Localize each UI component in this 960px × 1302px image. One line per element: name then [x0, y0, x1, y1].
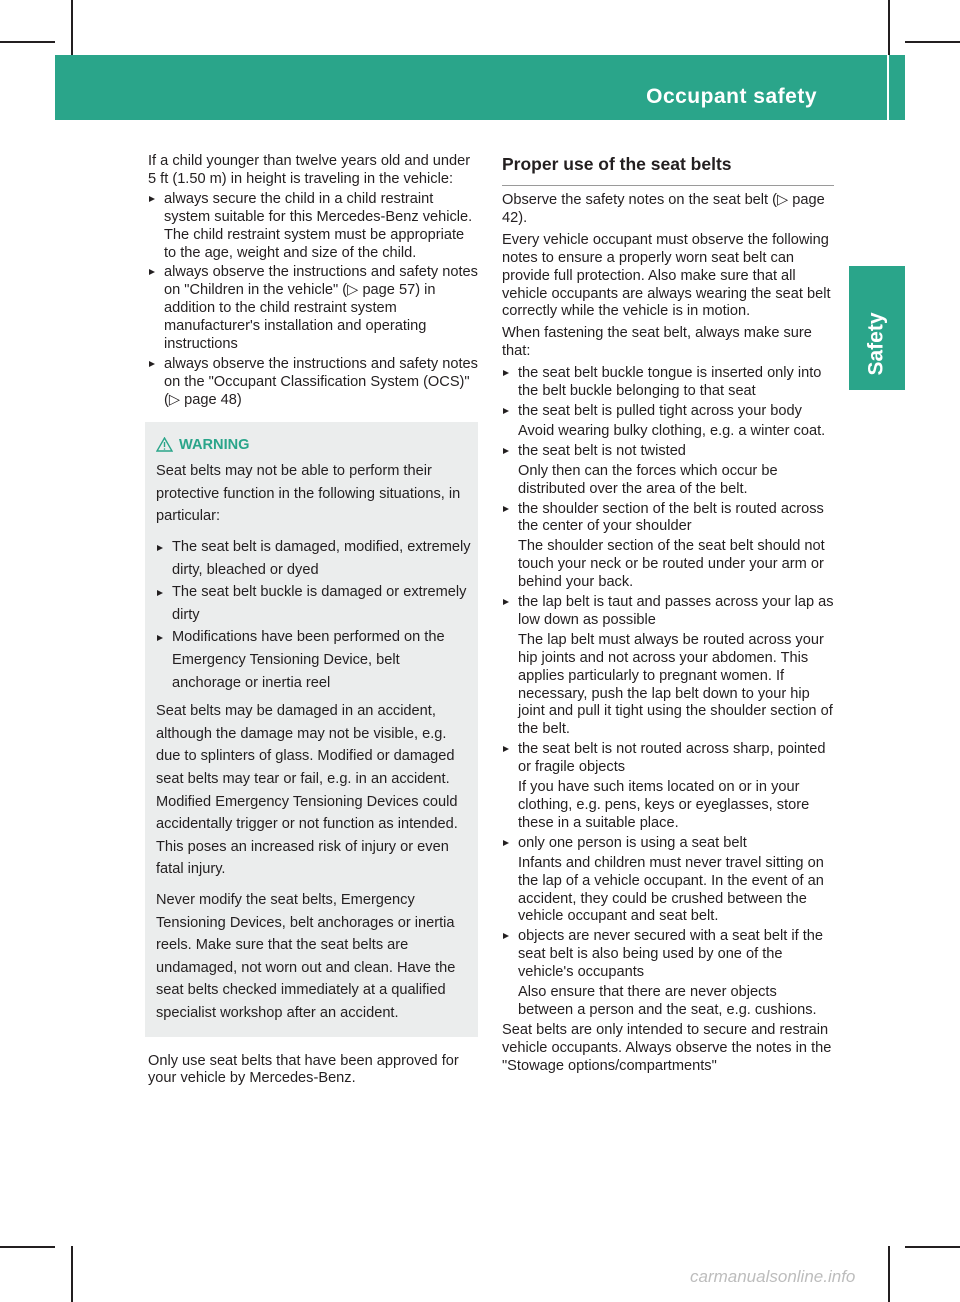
list-item-text: objects are never secured with a seat belt if the seat belt is also being used by one of the vehicle's occupants [518, 928, 824, 981]
page-ref-icon: ▷ [168, 391, 181, 408]
outro-paragraph: Only use seat belts that have been approved for your vehicle by Mercedes-Benz. [148, 1052, 459, 1087]
page-title: Occupant safety [646, 85, 817, 108]
list-item-text: the shoulder section of the belt is routed across the center of your shoulder [518, 500, 824, 535]
child-safety-list [148, 191, 478, 410]
list-item-note: If you have such items located on or in your clothing, e.g. pens, keys or eyeglasses, store these in a suitable place. [518, 779, 810, 831]
list-item [502, 835, 834, 927]
list-item-text: the seat belt buckle tongue is inserted only into the belt buckle belonging to that seat [518, 365, 822, 400]
left-column [148, 153, 478, 1090]
list-item-note: Infants and children must never travel sitting on the lap of a vehicle occupant. In the event of an accident, they could be crushed between the vehicle occupant and seat belt. [518, 854, 824, 925]
list-item-note: The shoulder section of the seat belt should not touch your neck or be routed under your arm or behind your back. [518, 538, 825, 591]
outro-paragraph: Seat belts are only intended to secure and restrain vehicle occupants. Always observe the notes in the "Stowage options/compartments" [502, 1021, 832, 1074]
list-item-note: Avoid wearing bulky clothing, e.g. a winter coat. [518, 422, 826, 439]
crop-mark [71, 0, 73, 55]
side-tab-label-wrap [849, 266, 905, 390]
crop-mark [71, 1246, 73, 1302]
warning-intro: Seat belts may not be able to perform their protective function in the following situations, in particular: [156, 463, 461, 525]
list-item-text: only one person is using a seat belt [518, 834, 747, 851]
right-column [502, 153, 834, 1078]
list-item: always observe the instructions and safety notes on "Children in the vehicle" (▷ page 57) in addition to the child restraint system manufacturer's installation and operating instructions [148, 264, 478, 354]
paragraph: Every vehicle occupant must observe the following notes to ensure a properly worn seat belt can provide full protection. Also make sure that all vehicle occupants are always wearing the seat belt correctly while the vehicle is in motion. [502, 231, 831, 320]
list-item [502, 403, 834, 441]
list-item: Modifications have been performed on the Emergency Tensioning Device, belt anchorage or inertia reel [156, 626, 472, 694]
list-item [502, 443, 834, 499]
list-item [502, 928, 834, 1020]
list-item-note: Also ensure that there are never objects between a person and the seat, e.g. cushions. [518, 984, 817, 1018]
crop-mark [0, 1246, 55, 1248]
warning-heading [156, 434, 472, 457]
crop-mark [888, 0, 890, 55]
list-item [502, 365, 834, 401]
header-divider [887, 55, 889, 120]
warning-paragraph: Seat belts may be damaged in an accident, although the damage may not be visible, e.g. due to splinters of glass. Modified or damaged seat belts may tear or fail, e.g. in an accident. Modified Emergency Tensioning Devices could accidentally trigger or not function as intended. This poses an increased risk of injury or even fatal injury. [156, 703, 458, 878]
seat-belt-list [502, 365, 834, 1020]
list-item [502, 594, 834, 739]
section-title: Proper use of the seat belts [502, 153, 834, 186]
crop-mark [0, 41, 55, 43]
page-ref-icon: ▷ [777, 192, 789, 208]
warning-box [145, 422, 478, 1037]
list-item: always observe the instructions and safety notes on the "Occupant Classification System (OCS)" (▷ page 48) [148, 356, 478, 410]
warning-title: WARNING [179, 436, 250, 453]
list-item: always secure the child in a child restraint system suitable for this Mercedes-Benz vehicle. The child restraint system must be appropriate to the age, weight and size of the child. [148, 191, 478, 263]
paragraph: Observe the safety notes on the seat belt (▷ page 42). [502, 192, 825, 226]
watermark: carmanualsonline.info [690, 1267, 856, 1286]
paragraph: When fastening the seat belt, always make sure that: [502, 325, 812, 360]
list-item-text: the seat belt is not twisted [518, 442, 686, 459]
side-tab-label: Safety [865, 312, 888, 376]
list-item-text: the seat belt is pulled tight across your body [518, 402, 802, 419]
warning-triangle-icon [156, 437, 173, 452]
list-item-text: the lap belt is taut and passes across your lap as low down as possible [518, 594, 834, 628]
list-item: The seat belt buckle is damaged or extremely dirty [156, 581, 472, 626]
list-item: The seat belt is damaged, modified, extremely dirty, bleached or dyed [156, 536, 472, 581]
header-bar [55, 55, 927, 120]
crop-mark [905, 41, 960, 43]
page-ref-icon: ▷ [347, 282, 359, 299]
warning-list [156, 536, 472, 694]
intro-paragraph: If a child younger than twelve years old and under 5 ft (1.50 m) in height is traveling in the vehicle: [148, 153, 471, 187]
crop-mark [888, 1246, 890, 1302]
crop-mark [905, 1246, 960, 1248]
list-item-text: the seat belt is not routed across sharp, pointed or fragile objects [518, 741, 826, 776]
warning-paragraph: Never modify the seat belts, Emergency Tensioning Devices, belt anchorages or inertia reels. Make sure that the seat belts are undamaged, not worn out and clean. Have the seat belts checked immediately at a qualified specialist workshop after an accident. [156, 891, 456, 1021]
list-item [502, 741, 834, 833]
list-item-note: The lap belt must always be routed across your hip joints and not across your abdomen. This applies particularly to pregnant women. If necessary, push the lap belt down to your hip joint and pull it tight using the shoulder section of the belt. [518, 631, 833, 738]
list-item [502, 501, 834, 593]
list-item-note: Only then can the forces which occur be distributed over the area of the belt. [518, 462, 778, 497]
page-number: 43 [905, 86, 927, 107]
